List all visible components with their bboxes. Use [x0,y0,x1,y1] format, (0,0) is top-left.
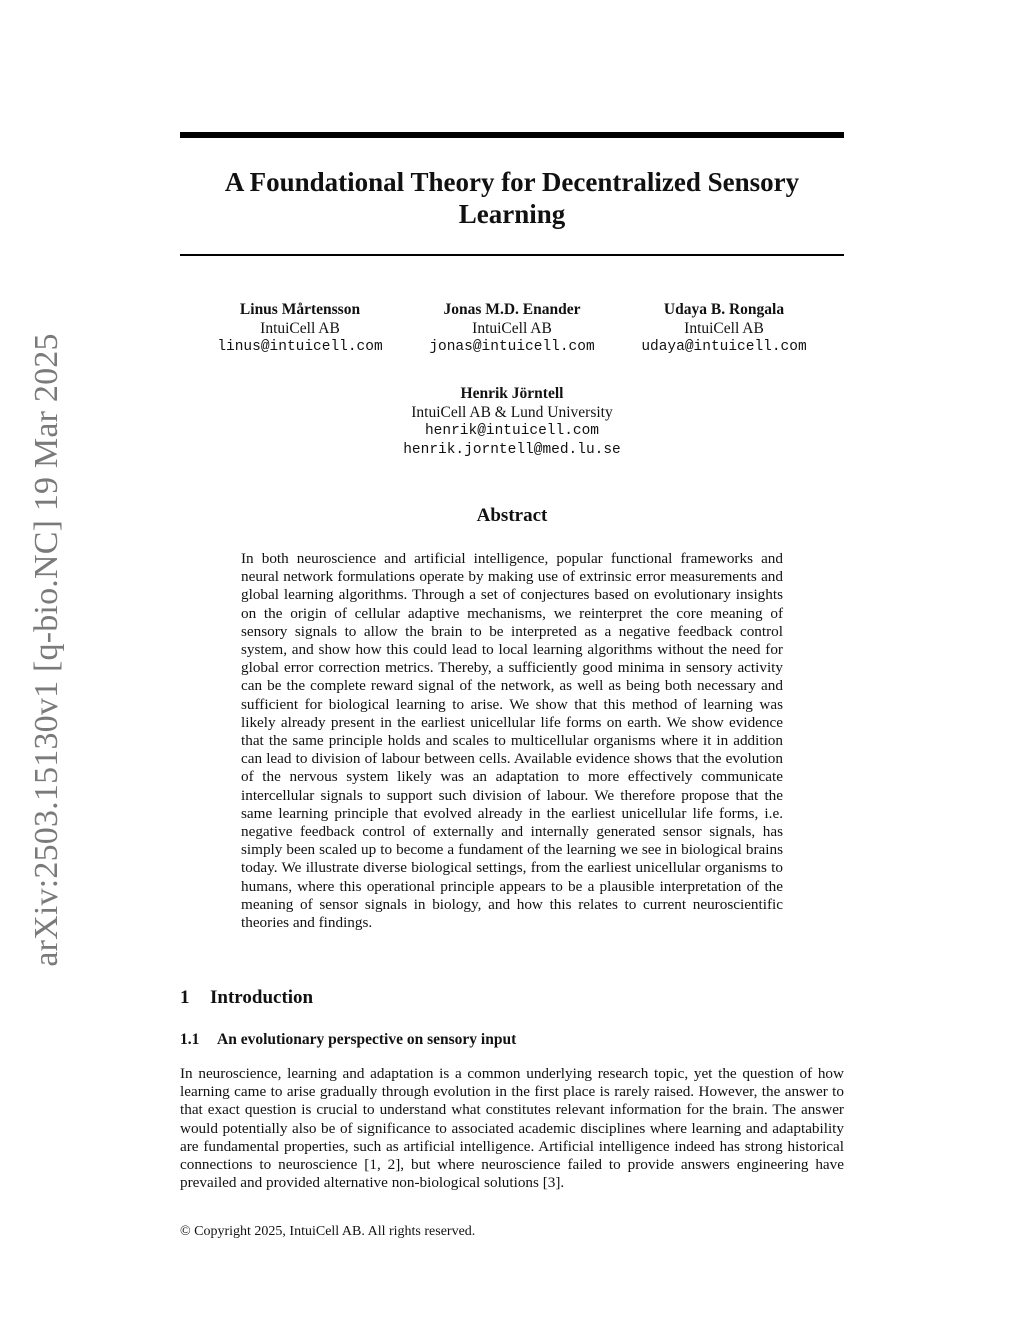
author-email: udaya@intuicell.com [641,339,807,355]
section-number: 1 [180,987,190,1008]
section-heading [180,987,313,1009]
title-bottom-rule [180,254,844,256]
author-affiliation: IntuiCell AB [684,320,764,337]
author-block [412,300,612,357]
abstract-heading: Abstract [476,505,548,526]
author-email: jonas@intuicell.com [429,339,595,355]
author-email: linus@intuicell.com [217,339,383,355]
subsection-title: An evolutionary perspective on sensory input [217,1031,517,1048]
section-title: Introduction [210,987,314,1008]
author-name: Henrik Jörntell [460,385,564,402]
author-email: henrik@intuicell.com [424,423,600,439]
subsection-heading [180,1031,516,1049]
author-block [624,300,824,357]
intro-paragraph: In neuroscience, learning and adaptation is a common underlying research topic, yet the question of how learning came to arise gradually through evolution in the first place is rarely raised. However, the answer to that exact question is crucial to understand what constitutes relevant information for the brain. The answer would potentially also be of significance to associated academic disciplines where learning and adaptability are fundamental properties, such as artificial intelligence. Artificial intelligence indeed has strong historical connections to neuroscience [1, 2], but where neuroscience failed to provide answers engineering have prevailed and provided alternative non-biological solutions [3]. [180,1065,844,1192]
author-block [200,300,400,357]
author-name: Linus Mårtensson [239,301,361,318]
abstract-text: In both neuroscience and artificial intelligence, popular functional frameworks and neural network formulations operate by making use of extrinsic error measurements and global learning algorithms. Through a set of conjectures based on evolutionary insights on the origin of cellular adaptive mechanisms, we reinterpret the core meaning of sensory signals to allow the brain to be interpreted as a negative feedback control system, and show how this could lead to local learning algorithms without the need for global error correction metrics. Thereby, a sufficiently good minima in sensory activity can be the complete reward signal of the network, as well as being both necessary and sufficient for biological learning to arise. We show that this method of learning was likely already present in the earliest unicellular life forms on earth. We show evidence that the same principle holds and scales to multicellular organisms where it in addition can lead to division of labour between cells. Available evidence shows that the evolution of the nervous system likely was an adaptation to more effectively communicate intercellular signals to support such division of labour. We therefore propose that the same learning principle that evolved already in the earliest unicellular life forms, i.e. negative feedback control of externally and internally generated sensor signals, has simply been scaled up to become a fundament of the learning we see in biological brains today. We illustrate diverse biological settings, from the earliest unicellular organisms to humans, where this operational principle appears to be a plausible interpretation of the meaning of sensor signals in biology, and how this relates to current neuroscientific theories and findings. [241,550,783,932]
copyright-footer: © Copyright 2025, IntuiCell AB. All rights reserved. [180,1224,476,1239]
author-email-secondary: henrik.jorntell@med.lu.se [403,442,621,458]
author-affiliation: IntuiCell AB [260,320,340,337]
arxiv-side-stamp [27,330,67,970]
subsection-number: 1.1 [180,1031,200,1048]
author-affiliation: IntuiCell AB & Lund University [411,404,613,421]
title-top-rule [180,132,844,138]
author-name: Jonas M.D. Enander [443,301,581,318]
author-affiliation: IntuiCell AB [472,320,552,337]
paper-title: A Foundational Theory for Decentralized Sensory Learning [224,167,800,229]
arxiv-identifier: arXiv:2503.15130v1 [q-bio.NC] 19 Mar 2025 [28,333,65,967]
author-block [362,384,662,460]
author-name: Udaya B. Rongala [663,301,785,318]
